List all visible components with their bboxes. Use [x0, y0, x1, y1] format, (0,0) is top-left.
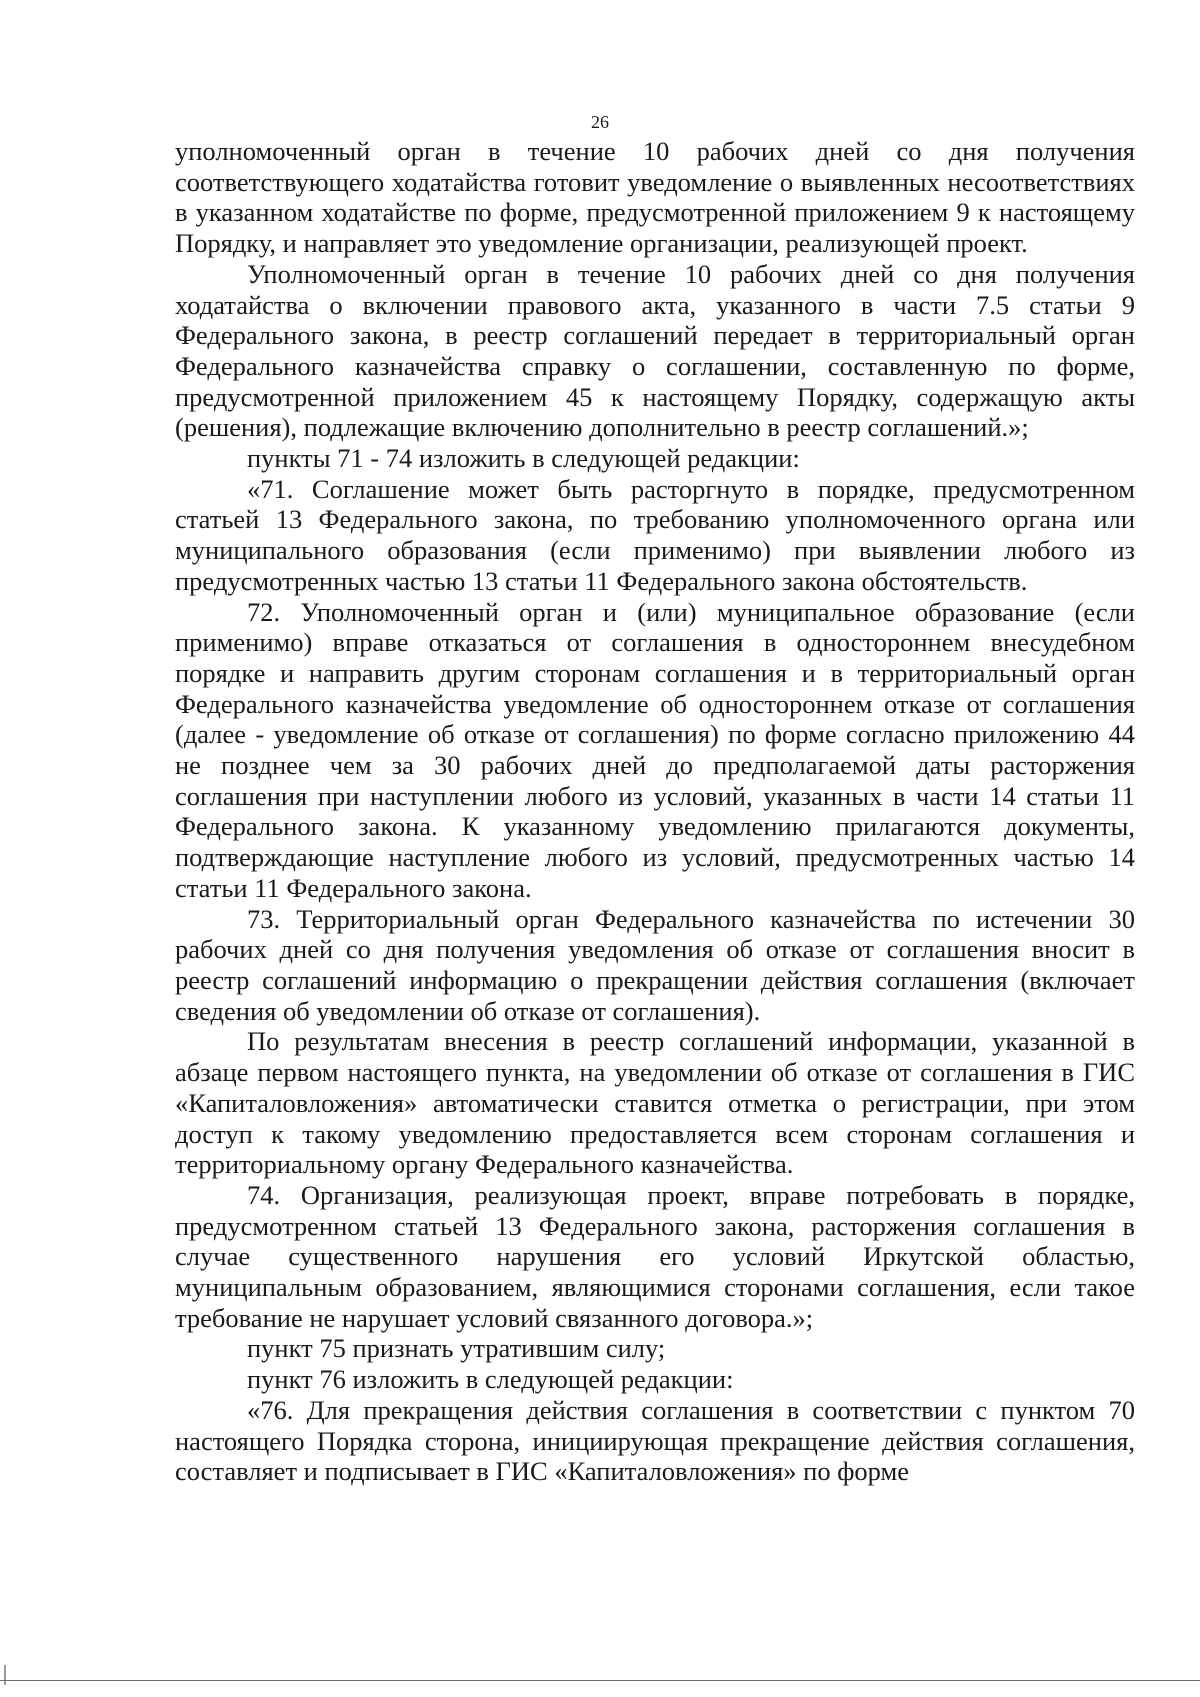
paragraph: Уполномоченный орган в течение 10 рабочих дней со дня получения ходатайства о включении правового акта, указанного в части 7.5 статьи 9 Федерального закона, в реестр соглашений передает в территориальный орган Федерального казначейства справку о соглашении, составленную по форме, предусмотренной приложением 45 к настоящему Порядку, содержащую акты (решения), подлежащие включению дополнительно в реестр соглашений.»; [175, 258, 1135, 443]
scan-edge-mark [4, 1665, 6, 1685]
paragraph-item-74: 74. Организация, реализующая проект, вправе потребовать в порядке, предусмотренном статьей 13 Федерального закона, расторжения соглашения в случае существенного нарушения его условий Иркутской областью, муниципальным образованием, являющимися сторонами соглашения, если такое требование не нарушает условий связанного договора.»; [175, 1179, 1135, 1333]
page-number: 26 [591, 112, 609, 132]
paragraph-item-71: «71. Соглашение может быть расторгнуто в порядке, предусмотренном статьей 13 Федерального закона, по требованию уполномоченного органа или муниципального образования (если применимо) при выявлении любого из предусмотренных частью 13 статьи 11 Федерального закона обстоятельств. [175, 473, 1135, 596]
paragraph: По результатам внесения в реестр соглашений информации, указанной в абзаце первом настоящего пункта, на уведомлении об отказе от соглашения в ГИС «Капиталовложения» автоматически ставится отметка о регистрации, при этом доступ к такому уведомлению предоставляется всем сторонам соглашения и территориальному органу Федерального казначейства. [175, 1026, 1135, 1180]
paragraph-item-73: 73. Территориальный орган Федерального казначейства по истечении 30 рабочих дней со дня получения уведомления об отказе от соглашения вносит в реестр соглашений информацию о прекращении действия соглашения (включает сведения об уведомлении об отказе от соглашения). [175, 903, 1135, 1026]
paragraph-continuation: уполномоченный орган в течение 10 рабочих дней со дня получения соответствующего ходатайства готовит уведомление о выявленных несоответствиях в указанном ходатайстве по форме, предусмотренной приложением 9 к настоящему Порядку, и направляет это уведомление организации, реализующей проект. [175, 136, 1135, 259]
scan-bottom-edge [0, 1680, 1200, 1681]
paragraph-item-72: 72. Уполномоченный орган и (или) муниципальное образование (если применимо) вправе отказаться от соглашения в одностороннем внесудебном порядке и направить другим сторонам соглашения и в территориальный орган Федерального казначейства уведомление об одностороннем отказе от соглашения (далее - уведомление об отказе от соглашения) по форме согласно приложению 44 не позднее чем за 30 рабочих дней до предполагаемой даты расторжения соглашения при наступлении любого из условий, указанных в части 14 статьи 11 Федерального закона. К указанному уведомлению прилагаются документы, подтверждающие наступление любого из условий, предусмотренных частью 14 статьи 11 Федерального закона. [175, 596, 1135, 903]
paragraph-item-76: «76. Для прекращения действия соглашения в соответствии с пунктом 70 настоящего Порядка сторона, инициирующая прекращение действия соглашения, составляет и подписывает в ГИС «Капиталовложения» по форме [175, 1394, 1135, 1487]
paragraph: пункты 71 - 74 изложить в следующей редакции: [247, 443, 800, 474]
paragraph: пункт 76 изложить в следующей редакции: [247, 1364, 734, 1395]
paragraph: пункт 75 признать утратившим силу; [247, 1333, 666, 1364]
document-body [175, 136, 1135, 1487]
